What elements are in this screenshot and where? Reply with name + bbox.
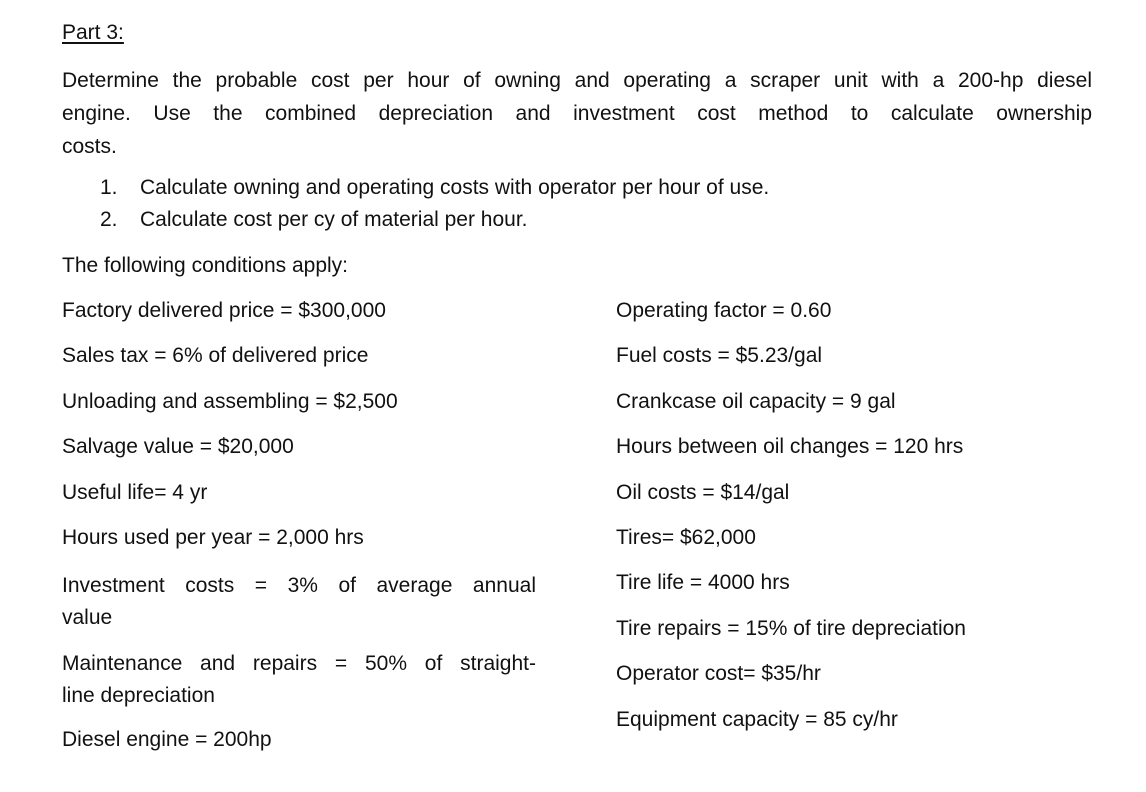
condition-diesel-engine: Diesel engine = 200hp [62,728,272,751]
condition-maintenance [62,648,536,712]
condition-useful-life: Useful life= 4 yr [62,481,208,504]
condition-operator-cost: Operator cost= $35/hr [616,662,821,685]
problem-statement [62,64,1092,163]
condition-oil-changes: Hours between oil changes = 120 hrs [616,435,964,458]
task-number: 1. [100,176,118,199]
condition-operating-factor: Operating factor = 0.60 [616,299,832,322]
condition-tire-repairs: Tire repairs = 15% of tire depreciation [616,617,966,640]
task-item [100,175,769,200]
condition-maintenance-line-2: line depreciation [62,684,215,707]
condition-investment-costs [62,570,536,634]
condition-unloading: Unloading and assembling = $2,500 [62,390,398,413]
problem-statement-line-1: Determine the probable cost per hour of owning and operating a scraper unit with a 200-hp diesel [62,69,1092,92]
problem-statement-line-3: costs. [62,135,117,158]
task-number: 2. [100,208,118,231]
condition-oil-costs: Oil costs = $14/gal [616,481,790,504]
task-text: Calculate cost per cy of material per hour. [140,208,528,231]
condition-tire-life: Tire life = 4000 hrs [616,571,790,594]
condition-factory-price: Factory delivered price = $300,000 [62,299,386,322]
task-text: Calculate owning and operating costs with operator per hour of use. [140,176,770,199]
condition-maintenance-line-1: Maintenance and repairs = 50% of straight- [62,652,536,675]
section-heading: Part 3: [62,21,124,44]
condition-equipment-capacity: Equipment capacity = 85 cy/hr [616,708,898,731]
condition-hours-per-year: Hours used per year = 2,000 hrs [62,526,364,549]
condition-investment-line-1: Investment costs = 3% of average annual [62,574,536,597]
condition-salvage-value: Salvage value = $20,000 [62,435,294,458]
condition-investment-line-2: value [62,606,113,629]
condition-sales-tax: Sales tax = 6% of delivered price [62,344,369,367]
condition-tires: Tires= $62,000 [616,526,756,549]
task-item [100,207,528,232]
condition-crankcase: Crankcase oil capacity = 9 gal [616,390,896,413]
problem-statement-line-2: engine. Use the combined depreciation and investment cost method to calculate ownership [62,102,1092,125]
conditions-title: The following conditions apply: [62,254,349,277]
condition-fuel-costs: Fuel costs = $5.23/gal [616,344,823,367]
